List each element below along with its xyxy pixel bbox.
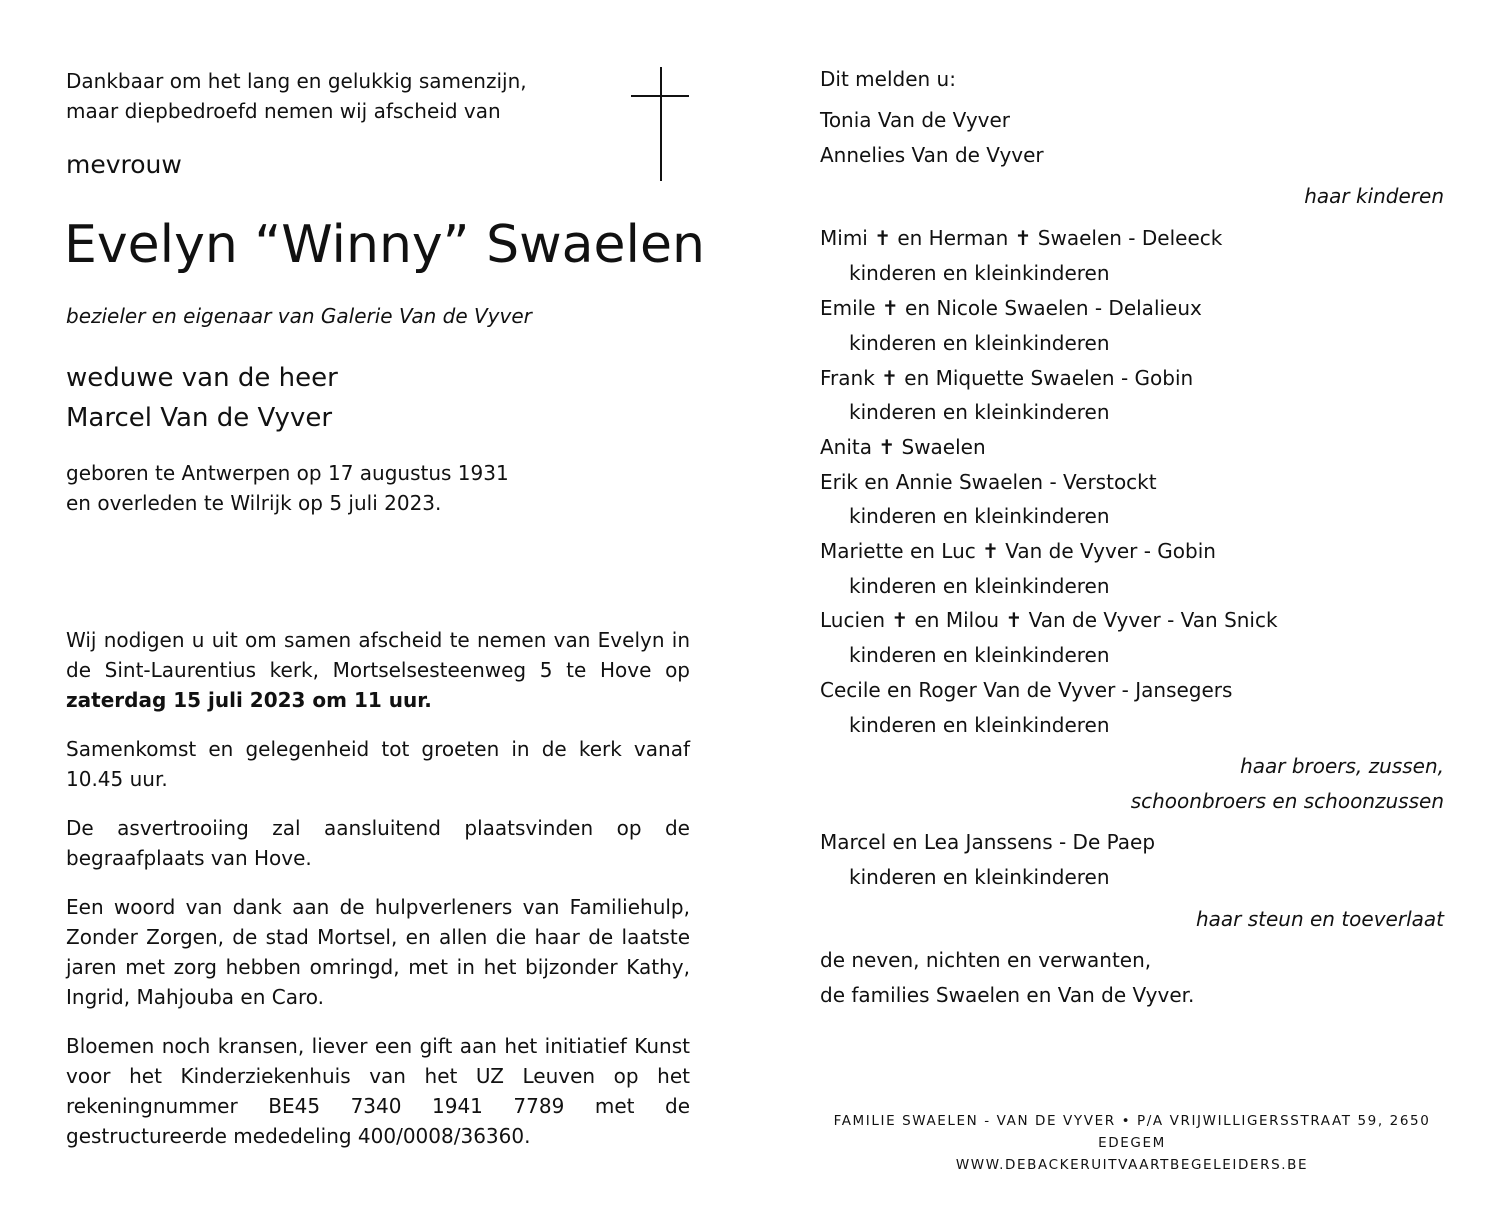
cross-icon: ✝ — [881, 296, 899, 320]
footer-address: FAMILIE SWAELEN - VAN DE VYVER • P/A VRIJWILLIGERSSTRAAT 59, 2650 EDEGEM — [833, 1113, 1431, 1151]
deceased-name: Evelyn “Winny” Swaelen — [64, 215, 705, 275]
cross-vertical-line — [660, 67, 662, 181]
sibling-name: en Herman — [897, 226, 1009, 250]
siblings-role: schoonbroers en schoonzussen — [1130, 789, 1444, 813]
invite-paragraph — [66, 625, 690, 715]
invite-date: zaterdag 15 juli 2023 om 11 uur. — [66, 688, 432, 712]
sibling-name: en Miquette Swaelen - Gobin — [904, 366, 1194, 390]
sibling-line — [820, 366, 1193, 390]
grandchildren-line: kinderen en kleinkinderen — [849, 574, 1110, 598]
families-line: de families Swaelen en Van de Vyver. — [820, 983, 1195, 1007]
siblings-role: haar broers, zussen, — [1240, 754, 1444, 778]
widow-line-1: weduwe van de heer — [66, 363, 338, 393]
sibling-name: Emile — [820, 296, 876, 320]
support-name: Marcel en Lea Janssens - De Paep — [820, 830, 1156, 854]
sibling-line: Erik en Annie Swaelen - Verstockt — [820, 470, 1157, 494]
cross-horizontal-line — [631, 95, 689, 97]
footer-website: WWW.DEBACKERUITVAARTBEGELEIDERS.BE — [955, 1157, 1309, 1173]
support-role: haar steun en toeverlaat — [1195, 907, 1444, 931]
died-line: en overleden te Wilrijk op 5 juli 2023. — [66, 491, 442, 515]
sibling-name: Lucien — [820, 608, 885, 632]
sibling-name: Mariette en Luc — [820, 539, 976, 563]
cross-icon: ✝ — [1014, 226, 1032, 250]
grandchildren-line: kinderen en kleinkinderen — [849, 643, 1110, 667]
grandchildren-line: kinderen en kleinkinderen — [849, 504, 1110, 528]
widow-text — [66, 358, 338, 438]
born-line: geboren te Antwerpen op 17 augustus 1931 — [66, 461, 509, 485]
announcement-heading: Dit melden u: — [820, 67, 956, 91]
footer — [820, 1110, 1444, 1176]
relatives-line: de neven, nichten en verwanten, — [820, 948, 1152, 972]
cross-icon: ✝ — [891, 608, 909, 632]
grandchildren-line: kinderen en kleinkinderen — [849, 261, 1110, 285]
family-announcement — [820, 0, 1444, 1100]
grandchildren-line: kinderen en kleinkinderen — [849, 713, 1110, 737]
ceremony-details — [66, 625, 690, 1170]
title-label: mevrouw — [66, 150, 182, 179]
flowers-paragraph: Bloemen noch kransen, liever een gift aan het initiatief Kunst voor het Kinderziekenhuis van het UZ Leuven op het rekeningnummer BE45 7340 1941 7789 met de gestructureerde mededeling 400/0008/36360. — [66, 1034, 690, 1148]
life-dates — [66, 458, 509, 518]
intro-line-1: Dankbaar om het lang en gelukkig samenzijn, — [66, 69, 527, 93]
invite-text: Wij nodigen u uit om samen afscheid te nemen van Evelyn in de Sint-Laurentius kerk, Mortselsesteenweg 5 te Hove op — [66, 628, 690, 682]
grandchildren-line: kinderen en kleinkinderen — [849, 331, 1110, 355]
sibling-line — [820, 608, 1278, 632]
sibling-name: en Milou — [914, 608, 1000, 632]
sibling-name: en Nicole Swaelen - Delalieux — [905, 296, 1202, 320]
grandchildren-line: kinderen en kleinkinderen — [849, 400, 1110, 424]
thanks-paragraph: Een woord van dank aan de hulpverleners van Familiehulp, Zonder Zorgen, de stad Mortsel, en allen die haar de laatste jaren met zorg hebben omringd, met in het bijzonder Kathy, Ingrid, Mahjouba en Caro. — [66, 895, 690, 1009]
sibling-name: Swaelen - Deleeck — [1037, 226, 1223, 250]
cross-icon: ✝ — [1005, 608, 1023, 632]
cross-icon: ✝ — [878, 435, 896, 459]
cross-icon: ✝ — [881, 366, 898, 390]
sibling-line — [820, 539, 1216, 563]
gathering-paragraph: Samenkomst en gelegenheid tot groeten in de kerk vanaf 10.45 uur. — [66, 737, 690, 791]
sibling-name: Frank — [820, 366, 875, 390]
children-role: haar kinderen — [1304, 184, 1444, 208]
intro-line-2: maar diepbedroefd nemen wij afscheid van — [66, 99, 501, 123]
deceased-role: bezieler en eigenaar van Galerie Van de Vyver — [66, 304, 532, 328]
cross-icon: ✝ — [982, 539, 999, 563]
sibling-line: Cecile en Roger Van de Vyver - Jansegers — [820, 678, 1233, 702]
sibling-line — [820, 435, 986, 459]
sibling-name: Anita — [820, 435, 873, 459]
grandchildren-line: kinderen en kleinkinderen — [849, 865, 1110, 889]
widow-line-2: Marcel Van de Vyver — [66, 403, 333, 433]
cross-icon: ✝ — [874, 226, 891, 250]
sibling-line — [820, 296, 1202, 320]
child-name: Tonia Van de Vyver — [820, 108, 1011, 132]
sibling-name: Van de Vyver - Van Snick — [1028, 608, 1278, 632]
sibling-name: Swaelen — [901, 435, 986, 459]
sibling-name: Van de Vyver - Gobin — [1005, 539, 1216, 563]
child-name: Annelies Van de Vyver — [820, 143, 1044, 167]
intro-text — [66, 66, 527, 126]
sibling-name: Mimi — [820, 226, 868, 250]
ashes-paragraph: De asvertrooiing zal aansluitend plaatsvinden op de begraafplaats van Hove. — [66, 816, 690, 870]
sibling-line — [820, 226, 1222, 250]
